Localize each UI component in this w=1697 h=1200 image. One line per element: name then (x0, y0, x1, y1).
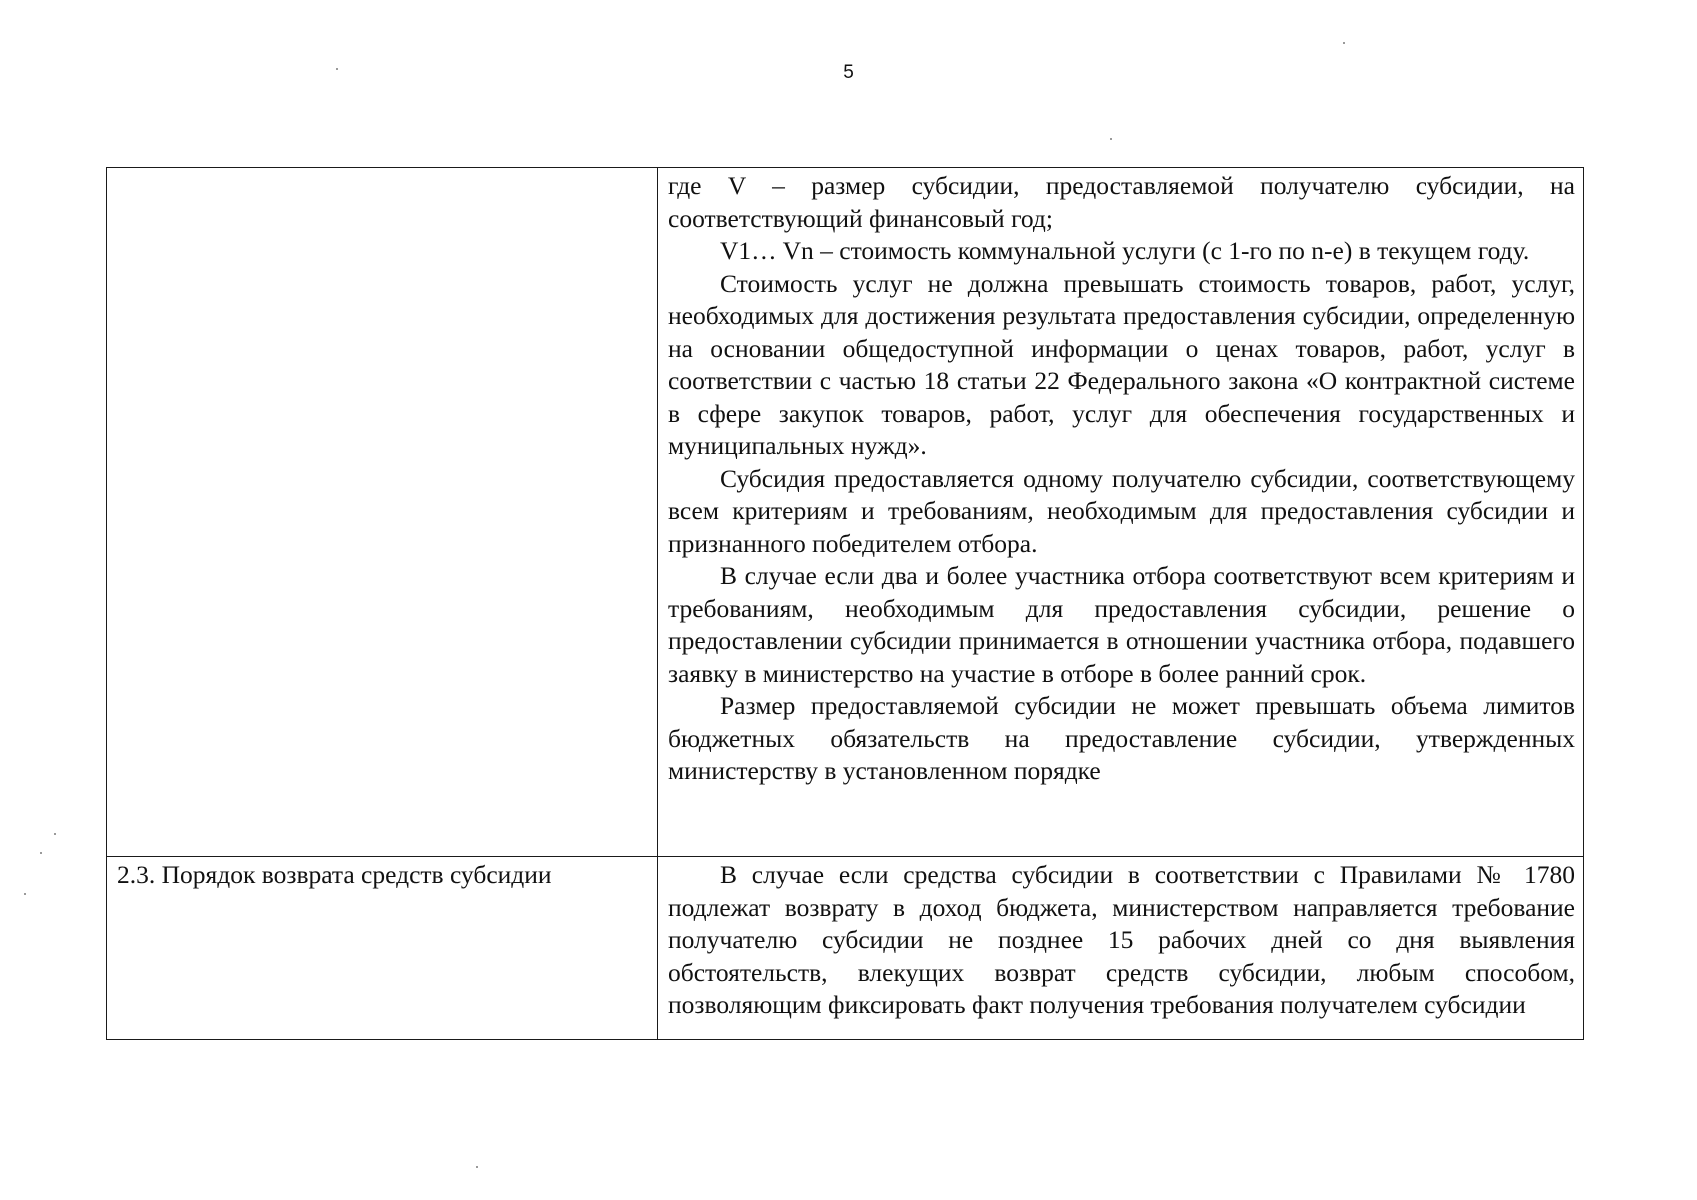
cost-limit-paragraph: Стоимость услуг не должна превышать стоимость товаров, работ, услуг, необходимых для достижения результата предоставления субсидии, определенную на основании общедоступной информации о ценах товаров, работ, услуг в соответствии с частью 18 статьи 22 Федерального закона «О контрактной системе в сфере закупок товаров, работ, услуг для обеспечения государственных и муниципальных нужд». (668, 268, 1575, 460)
scan-speck (336, 68, 338, 70)
table-cell-right (658, 857, 1584, 1040)
multiple-participants-paragraph: В случае если два и более участника отбора соответствуют всем критериям и требованиям, необходимым для предоставления субсидии, решение о предоставлении субсидии принимается в отношении участника отбора, подавшего заявку в министерство на участие в отборе в более ранний срок. (668, 561, 1575, 688)
table-cell-left (107, 168, 658, 857)
scan-speck (1110, 138, 1112, 140)
scan-speck (24, 893, 26, 895)
subsidy-limit-paragraph: Размер предоставляемой субсидии не может превышать объема лимитов бюджетных обязательств на предоставление субсидии, утвержденных министерству в установленном порядке (668, 691, 1575, 785)
formula-variables-paragraph: V1… Vn – стоимость коммунальной услуги (с 1-го по n-е) в текущем году. (720, 236, 1530, 265)
scan-speck (476, 1166, 478, 1168)
page-number: 5 (843, 62, 854, 83)
refund-procedure-paragraph: В случае если средства субсидии в соответствии с Правилами № 1780 подлежат возврату в доход бюджета, министерством направляется требование получателю субсидии не позднее 15 рабочих дней со дня выявления обстоятельств, влекущих возврат средств субсидии, любым способом, позволяющим фиксировать факт получения требования получателем субсидии (668, 860, 1575, 1019)
formula-definition-paragraph: где V – размер субсидии, предоставляемой получателю субсидии, на соответствующий финансовый год; (668, 171, 1575, 233)
section-heading-cell: 2.3. Порядок возврата средств субсидии (107, 857, 658, 1040)
single-recipient-paragraph: Субсидия предоставляется одному получателю субсидии, соответствующему всем критериям и требованиям, необходимым для предоставления субсидии и признанного победителем отбора. (668, 463, 1575, 558)
table-row (107, 857, 1584, 1040)
table-cell-right (658, 168, 1584, 857)
scan-speck (1343, 42, 1345, 44)
document-table (106, 167, 1584, 1040)
table-row (107, 168, 1584, 857)
scan-speck (40, 852, 42, 854)
scan-speck (54, 833, 56, 835)
